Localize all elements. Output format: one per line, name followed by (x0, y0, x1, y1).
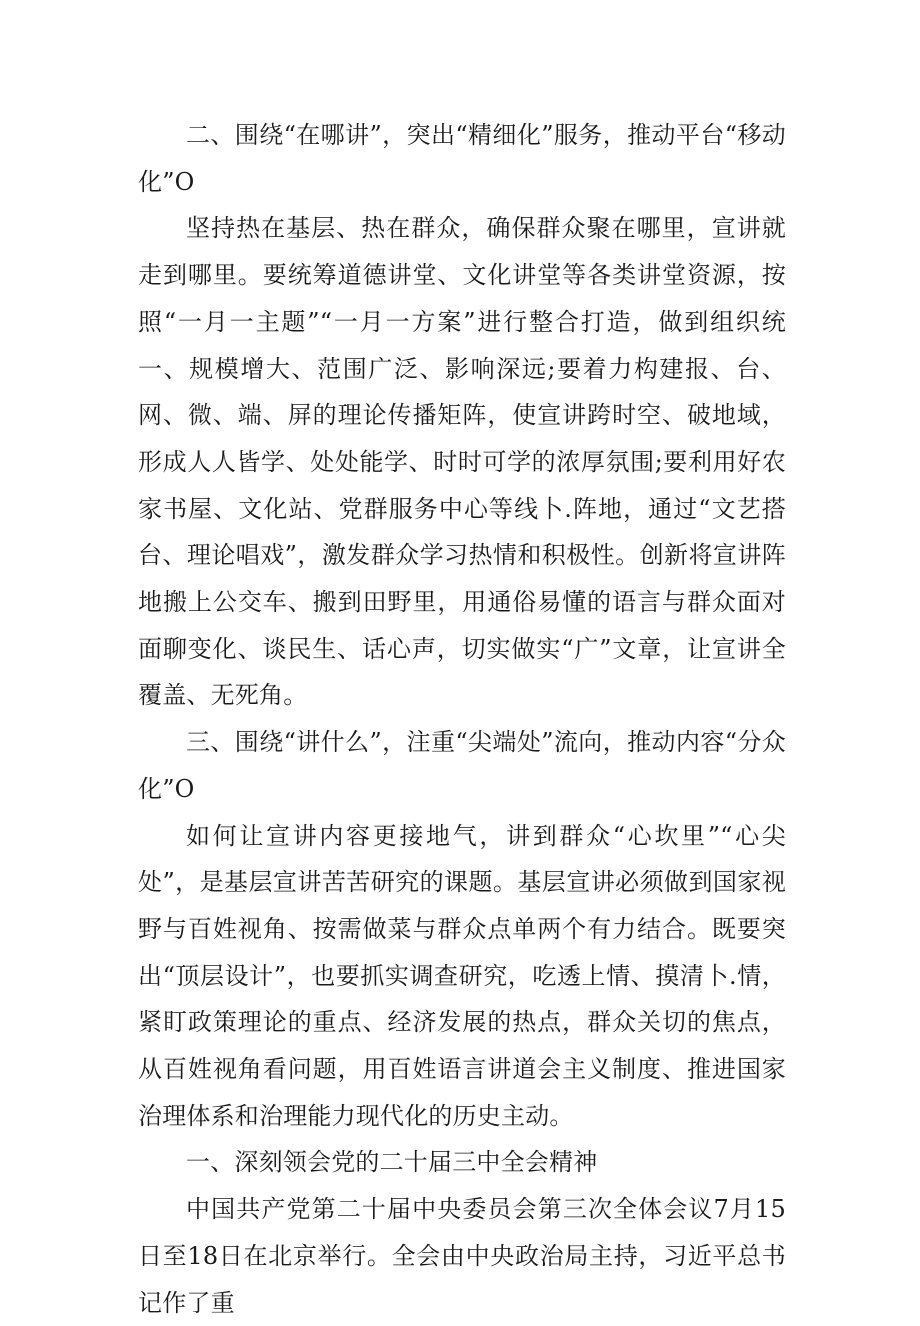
section-heading-one: 一、深刻领会党的二十届三中全会精神 (186, 1148, 598, 1177)
body-paragraph: 中国共产党第二十届中央委员会第三次全体会议7月15日至18日在北京举行。全会由中央政治局主持，习近平总书记作了重 (138, 1195, 786, 1317)
body-paragraph: 坚持热在基层、热在群众，确保群众聚在哪里，宣讲就走到哪里。要统筹道德讲堂、文化讲堂等各类讲堂资源，按照“一月一主题”“一月一方案”进行整合打造，做到组织统一、规模增大、范围广泛、影响深远;要着力构建报、台、网、微、端、屏的理论传播矩阵，使宣讲跨时空、破地域，形成人人皆学、处处能学、时时可学的浓厚氛围;要利用好农家书屋、文化站、党群服务中心等线卜.阵地，通过“文艺搭台、理论唱戏”，激发群众学习热情和积极性。创新将宣讲阵地搬上公交车、搬到田野里，用通俗易懂的语言与群众面对面聊变化、谈民生、话心声，切实做实“广”文章，让宣讲全覆盖、无死角。 (138, 214, 786, 710)
document-body (138, 112, 786, 1326)
body-paragraph: 如何让宣讲内容更接地气，讲到群众“心坎里”“心尖处”，是基层宣讲苦苦研究的课题。基层宣讲必须做到国家视野与百姓视角、按需做菜与群众点单两个有力结合。既要突出“顶层设计”，也要抓实调查研究，吃透上情、摸清卜.情，紧盯政策理论的重点、经济发展的热点，群众关切的焦点，从百姓视角看问题，用百姓语言讲道会主义制度、推进国家治理体系和治理能力现代化的历史主动。 (138, 821, 786, 1130)
section-heading-three: 三、围绕“讲什么”，注重“尖端处”流向，推动内容“分众化”O (138, 728, 786, 803)
section-heading-two: 二、围绕“在哪讲”，突出“精细化”服务，推动平台“移动化”O (138, 121, 786, 196)
